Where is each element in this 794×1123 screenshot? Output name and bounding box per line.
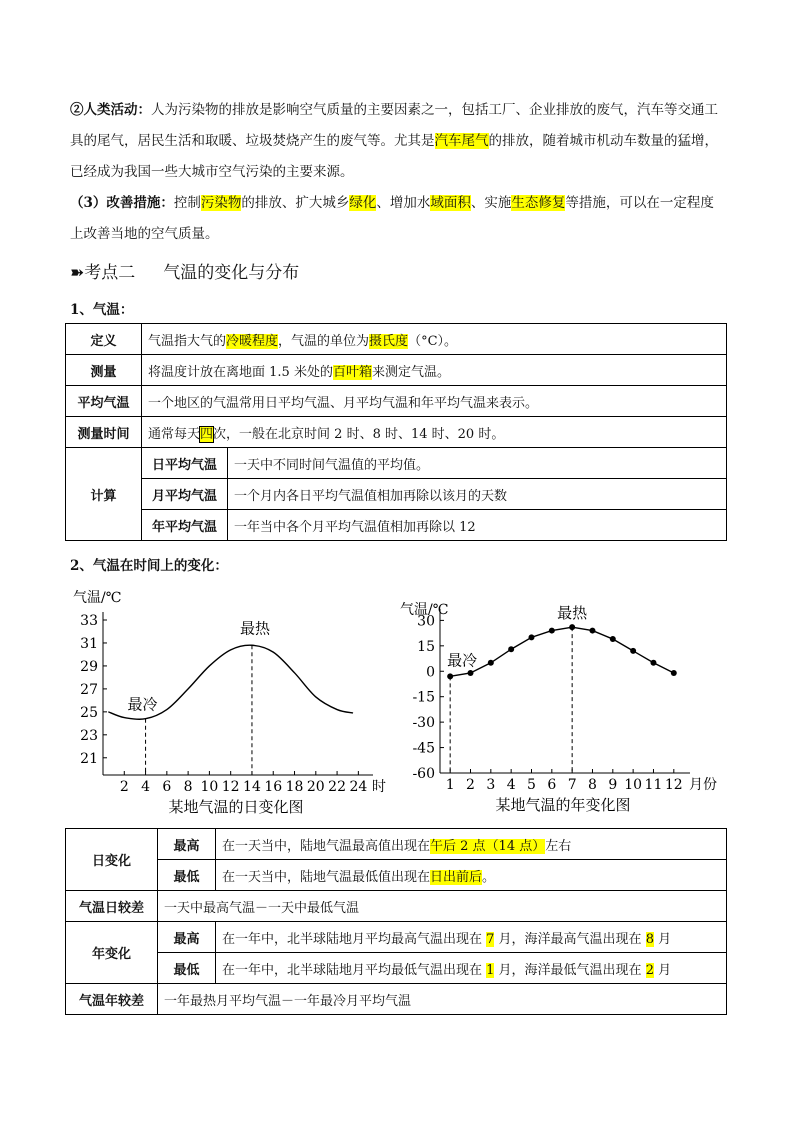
row-value: 气温指大气的冷暖程度，气温的单位为摄氏度（°C）。 [142, 324, 727, 355]
row-value: 一个地区的气温常用日平均气温、月平均气温和年平均气温来表示。 [142, 386, 727, 417]
table-row [66, 448, 727, 479]
chart-title: 某地气温的年变化图 [495, 796, 631, 814]
table-row [66, 922, 727, 953]
sub-label: 最高 [158, 829, 216, 860]
p1-text-a: 人为污染物的排放是影响空气质量的主要因素之一，包括工厂、企业排放的废气，汽车等交通工具的尾气，居民生活和取暖、垃圾焚烧产生的废气等。尤其是 [70, 102, 718, 149]
p2-text-d: 、实施 [470, 195, 512, 211]
row-label: 平均气温 [66, 386, 142, 417]
row-value: 一天中最高气温－一天中最低气温 [158, 891, 727, 922]
p2-highlight-1: 污染物 [200, 195, 242, 211]
p2-highlight-2: 绿化 [349, 195, 377, 211]
p2-text-c: 、增加水 [376, 195, 431, 211]
y-tick-label: 21 [80, 750, 98, 767]
row-label: 定义 [66, 324, 142, 355]
subheading-time-change: 2、气温在时间上的变化： [70, 558, 228, 574]
row-value: 将温度计放在离地面 1.5 米处的百叶箱来测定气温。 [142, 355, 727, 386]
x-tick-label: 8 [183, 779, 193, 795]
annotation-label: 最热 [239, 619, 270, 638]
y-tick-label: 23 [80, 727, 98, 744]
table-row [66, 860, 727, 891]
table-row [66, 891, 727, 922]
x-tick-label: 4 [506, 777, 516, 793]
data-point [610, 636, 616, 642]
subheading-temperature: 1、气温： [70, 302, 134, 318]
y-tick-label: 0 [426, 664, 435, 681]
sub-label: 日平均气温 [142, 448, 228, 479]
y-tick-label: 25 [80, 704, 98, 721]
y-tick-label: -45 [412, 740, 435, 757]
p2-text-e: 等措施，可以在一定程度上改善当地的空气质量。 [70, 195, 714, 242]
y-tick-label: 15 [417, 638, 435, 655]
x-tick-label: 11 [644, 777, 663, 793]
x-tick-label: 14 [243, 779, 261, 795]
y-axis-label: 气温/℃ [400, 602, 449, 618]
row-label: 测量 [66, 355, 142, 386]
x-tick-label: 18 [285, 779, 304, 795]
sub-label: 最低 [158, 953, 216, 984]
section-heading [70, 258, 299, 283]
table-row [66, 324, 727, 355]
annotation-label: 最冷 [447, 651, 478, 670]
row-value: 在一天当中，陆地气温最高值出现在午后 2 点（14 点）左右 [216, 829, 727, 860]
row-value: 一年当中各个月平均气温值相加再除以 12 [228, 510, 727, 541]
table-row [66, 953, 727, 984]
annual-temperature-chart [395, 596, 725, 822]
data-point [467, 670, 473, 676]
x-tick-label: 2 [119, 779, 129, 795]
x-tick-label: 8 [588, 777, 597, 793]
row-label: 测量时间 [66, 417, 142, 448]
x-tick-label: 6 [547, 777, 557, 793]
x-tick-label: 2 [466, 777, 475, 793]
table-row [66, 510, 727, 541]
data-point [671, 670, 677, 676]
y-tick-label: -15 [412, 689, 435, 706]
x-tick-label: 12 [221, 779, 240, 795]
data-point [488, 660, 494, 666]
row-value: 在一年中，北半球陆地月平均最高气温出现在 7 月，海洋最高气温出现在 8 月 [216, 922, 727, 953]
y-tick-label: 33 [80, 613, 98, 629]
arrow-icon: ➽ [70, 263, 85, 283]
daily-temperature-chart [65, 582, 400, 822]
series-line [450, 627, 674, 676]
p2-highlight-3: 域面积 [430, 195, 471, 211]
y-axis-label: 气温/℃ [73, 590, 122, 606]
x-axis-label: 月份 [689, 777, 717, 793]
x-tick-label: 24 [349, 779, 368, 795]
section-number: 考点二 [84, 263, 136, 283]
x-tick-label: 16 [264, 779, 283, 795]
row-value: 通常每天四次，一般在北京时间 2 时、8 时、14 时、20 时。 [142, 417, 727, 448]
x-tick-label: 4 [141, 779, 151, 795]
x-tick-label: 10 [200, 779, 219, 795]
table-row [66, 829, 727, 860]
paragraph-improvement [70, 188, 725, 250]
p1-text-b: 的排放，随着城市机动车数量的猛增，已经成为我国一些大城市空气污染的主要来源。 [70, 133, 718, 180]
temperature-table [65, 323, 727, 541]
annotation-label: 最热 [557, 604, 588, 623]
data-point [650, 660, 656, 666]
chart-title: 某地气温的日变化图 [168, 798, 304, 816]
row-label: 计算 [66, 448, 142, 541]
y-tick-label: 30 [417, 613, 435, 630]
x-tick-label: 6 [162, 779, 172, 795]
annotation-label: 最冷 [127, 695, 158, 714]
y-tick-label: -30 [412, 715, 435, 732]
sub-label: 月平均气温 [142, 479, 228, 510]
y-tick-label: 31 [80, 635, 98, 652]
table-row [66, 386, 727, 417]
x-axis-label: 时 [372, 779, 386, 795]
data-point [528, 634, 534, 640]
p2-text-b: 的排放、扩大城乡 [241, 195, 350, 211]
row-label: 气温日较差 [66, 891, 158, 922]
x-tick-label: 1 [445, 777, 455, 793]
table-row [66, 417, 727, 448]
data-point [589, 628, 595, 634]
row-value: 在一天当中，陆地气温最低值出现在日出前后。 [216, 860, 727, 891]
x-tick-label: 20 [306, 779, 325, 795]
row-value: 一个月内各日平均气温值相加再除以该月的天数 [228, 479, 727, 510]
x-tick-label: 7 [567, 777, 577, 793]
table-row [66, 479, 727, 510]
x-tick-label: 10 [624, 777, 643, 793]
sub-label: 最高 [158, 922, 216, 953]
temperature-change-table [65, 828, 727, 1015]
row-value: 在一年中，北半球陆地月平均最低气温出现在 1 月，海洋最低气温出现在 2 月 [216, 953, 727, 984]
x-tick-label: 3 [486, 777, 496, 793]
section-title: 气温的变化与分布 [163, 263, 300, 283]
sub-label: 年平均气温 [142, 510, 228, 541]
y-tick-label: 27 [80, 681, 98, 698]
p2-text-a: 控制 [173, 195, 201, 211]
x-tick-label: 5 [527, 777, 536, 793]
p2-highlight-4: 生态修复 [511, 195, 566, 211]
data-point [508, 646, 514, 652]
y-tick-label: 29 [80, 658, 98, 675]
p2-label: （3）改善措施： [70, 195, 174, 211]
table-row [66, 355, 727, 386]
sub-label: 最低 [158, 860, 216, 891]
table-row [66, 984, 727, 1015]
p1-label: ②人类活动： [70, 102, 151, 118]
paragraph-human-activity [70, 95, 725, 188]
data-point [549, 628, 555, 634]
p1-highlight: 汽车尾气 [434, 133, 489, 149]
x-tick-label: 9 [608, 777, 618, 793]
row-value: 一年最热月平均气温－一年最冷月平均气温 [158, 984, 727, 1015]
x-tick-label: 22 [328, 779, 346, 795]
y-tick-label: -60 [412, 766, 435, 782]
row-label: 气温年较差 [66, 984, 158, 1015]
row-label: 日变化 [66, 829, 158, 891]
x-tick-label: 12 [664, 777, 683, 793]
row-label: 年变化 [66, 922, 158, 984]
data-point [630, 648, 636, 654]
row-value: 一天中不同时间气温值的平均值。 [228, 448, 727, 479]
